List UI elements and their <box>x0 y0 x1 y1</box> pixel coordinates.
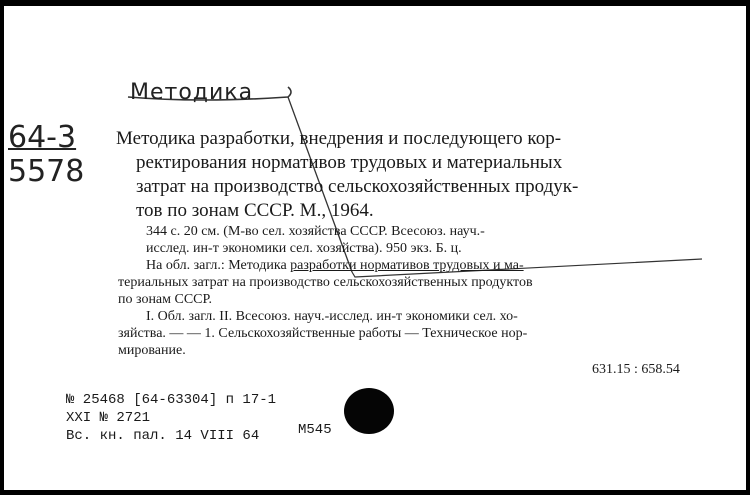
entry-line-7 <box>146 258 524 274</box>
shelfmark-top: 64-3 <box>8 120 77 155</box>
entry-line-7-start: На обл. загл.: Методика <box>146 258 291 273</box>
footer-code: М545 <box>298 422 332 438</box>
shelfmark-bottom: 5578 <box>8 154 85 189</box>
entry-line-1: Методика разработки, внедрения и последующего кор- <box>116 128 562 149</box>
classification-code: 631.15 : 658.54 <box>592 362 680 377</box>
footer-line-3: Вс. кн. пал. 14 VIII 64 <box>66 428 260 444</box>
footer-line-2: XXI № 2721 <box>66 410 151 426</box>
entry-line-7-underlined: разработки нормативов трудовых и ма- <box>290 258 524 273</box>
entry-line-3: затрат на производство сельскохозяйственных продук- <box>136 176 579 197</box>
entry-line-2: ректирования нормативов трудовых и материальных <box>136 152 563 173</box>
footer-line-1: № 25468 [64-63304] п 17-1 <box>66 392 277 408</box>
entry-line-9: по зонам СССР. <box>118 292 213 307</box>
handwritten-title: Методика <box>130 80 254 105</box>
entry-line-11: зяйства. — — 1. Сельскохозяйственные работы — Техническое нор- <box>118 326 528 341</box>
entry-line-5: 344 с. 20 см. (М-во сел. хозяйства СССР. Всесоюз. науч.- <box>146 224 485 239</box>
entry-line-6: исслед. ин-т экономики сел. хозяйства). 950 экз. Б. ц. <box>146 241 462 256</box>
ink-blot <box>344 388 394 434</box>
entry-line-4: тов по зонам СССР. М., 1964. <box>136 200 374 221</box>
entry-line-8: териальных затрат на производство сельскохозяйственных продуктов <box>118 275 533 290</box>
entry-line-12: мирование. <box>118 343 186 358</box>
entry-line-10: I. Обл. загл. II. Всесоюз. науч.-исслед. ин-т экономики сел. хо- <box>146 309 518 324</box>
